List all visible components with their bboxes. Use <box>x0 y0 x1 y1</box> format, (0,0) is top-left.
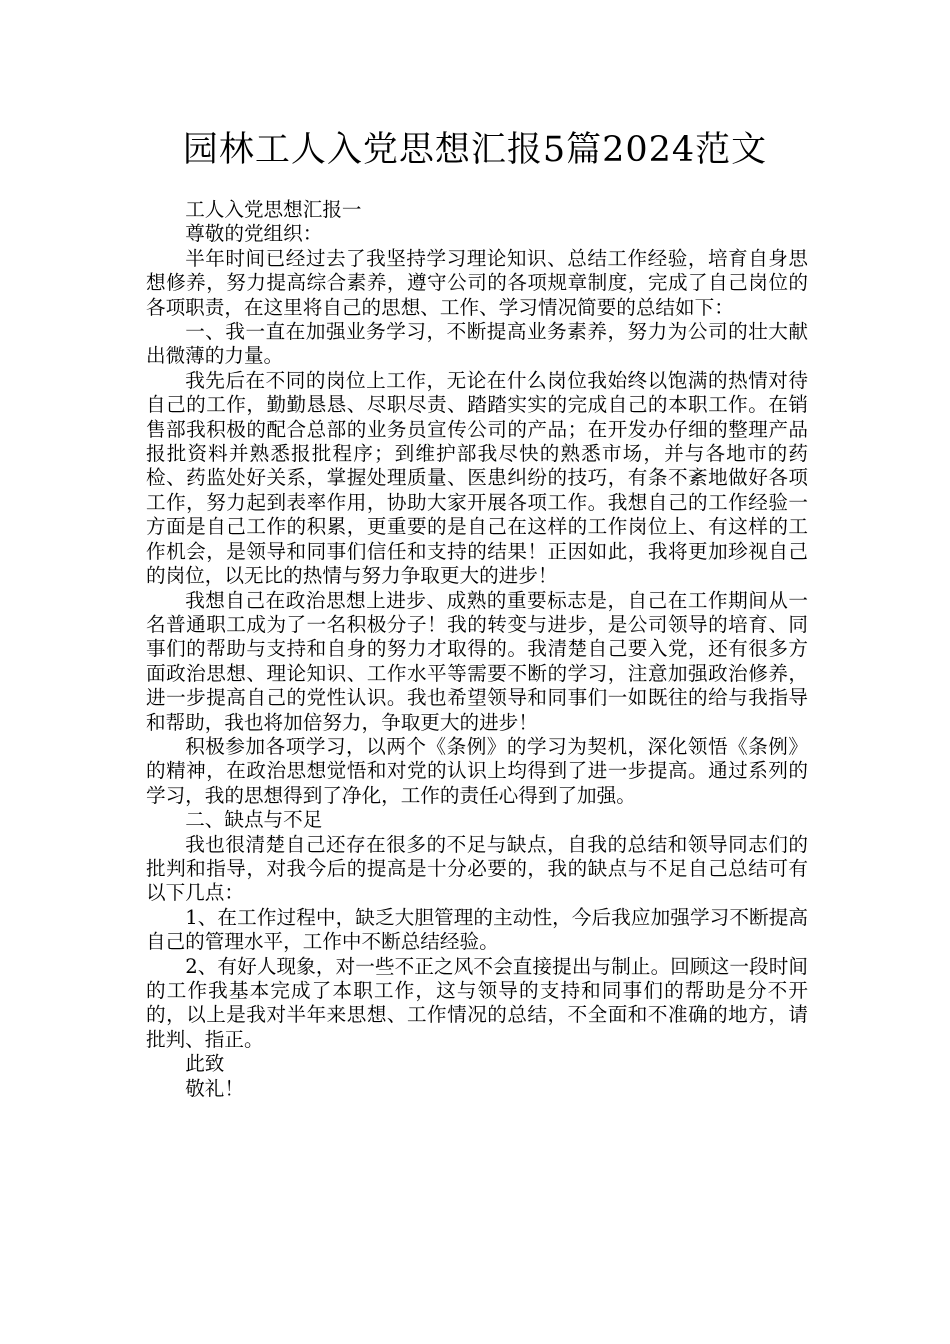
closing-jing-li: 敬礼！ <box>185 1076 244 1100</box>
document-title: 园林工人入党思想汇报5篇2024范文 <box>182 130 768 170</box>
closing-ci-zhi: 此致 <box>185 1052 225 1076</box>
paragraph-point-one: 一、我一直在加强业务学习，不断提高业务素养，努力为公司的壮大献出微薄的力量。 <box>146 320 808 368</box>
list-item-two: 2、有好人现象，对一些不正之风不会直接提出与制止。回顾这一段时间的工作我基本完成了本职工作，这与领导的支持和同事们的帮助是分不开的，以上是我对半年来思想、工作情况的总结，不全面和不准确的地方，请批判、指正。 <box>146 954 808 1051</box>
document-body <box>146 198 808 1101</box>
list-item-one: 1、在工作过程中，缺乏大胆管理的主动性，今后我应加强学习不断提高自己的管理水平，工作中不断总结经验。 <box>146 905 808 954</box>
paragraph-shortcomings: 我也很清楚自己还存在很多的不足与缺点，自我的总结和领导同志们的批判和指导，对我今后的提高是十分必要的，我的缺点与不足自己总结可有以下几点： <box>146 832 808 905</box>
paragraph-study: 积极参加各项学习，以两个《条例》的学习为契机，深化领悟《条例》的精神，在政治思想觉悟和对党的认识上均得到了进一步提高。通过系列的学习，我的思想得到了净化，工作的责任心得到了加强。 <box>146 734 808 807</box>
paragraph-politics: 我想自己在政治思想上进步、成熟的重要标志是，自己在工作期间从一名普通职工成为了一名积极分子！我的转变与进步，是公司领导的培育、同事们的帮助与支持和自身的努力才取得的。我清楚自己要入党，还有很多方面政治思想、理论知识、工作水平等需要不断的学习，注意加强政治修养，进一步提高自己的党性认识。我也希望领导和同事们一如既往的给与我指导和帮助，我也将加倍努力，争取更大的进步！ <box>146 588 808 734</box>
section-shortcomings-heading: 二、缺点与不足 <box>185 808 323 832</box>
salutation: 尊敬的党组织： <box>185 222 323 246</box>
paragraph-intro: 半年时间已经过去了我坚持学习理论知识、总结工作经验，培育自身思想修养，努力提高综合素养，遵守公司的各项规章制度，完成了自己岗位的各项职责，在这里将自己的思想、工作、学习情况简要的总结如下： <box>146 246 808 319</box>
section-heading: 工人入党思想汇报一 <box>185 198 362 221</box>
paragraph-work: 我先后在不同的岗位上工作，无论在什么岗位我始终以饱满的热情对待自己的工作，勤勤恳恳、尽职尽责、踏踏实实的完成自己的本职工作。在销售部我积极的配合总部的业务员宣传公司的产品；在开发办仔细的整理产品报批资料并熟悉报批程序；到维护部我尽快的熟悉市场，并与各地市的药检、药监处好关系，掌握处理质量、医患纠纷的技巧，有条不紊地做好各项工作，努力起到表率作用，协助大家开展各项工作。我想自己的工作经验一方面是自己工作的积累，更重要的是自己在这样的工作岗位上、有这样的工作机会，是领导和同事们信任和支持的结果！正因如此，我将更加珍视自己的岗位，以无比的热情与努力争取更大的进步！ <box>146 368 808 588</box>
